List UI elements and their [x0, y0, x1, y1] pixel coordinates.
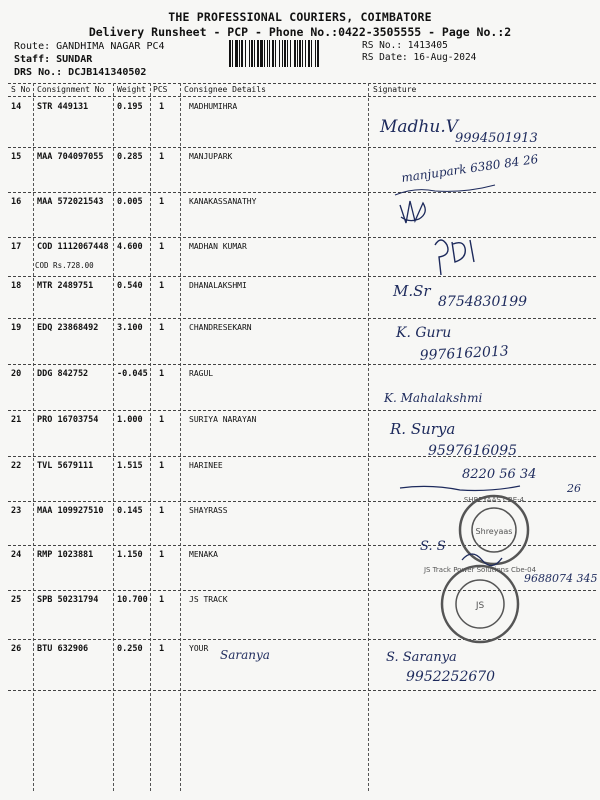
stamp-outer-ring — [460, 496, 528, 564]
row-divider — [8, 545, 596, 546]
row-consignment-no: EDQ 23868492 — [37, 323, 99, 333]
row-pcs: 1 — [159, 595, 165, 605]
row-consignee: RAGUL — [189, 369, 214, 378]
row-pcs: 1 — [159, 415, 165, 425]
company-stamp-2 — [423, 566, 537, 642]
row-consignee: MADHUMIHRA — [189, 102, 238, 111]
rs-date: RS Date: 16-Aug-2024 — [362, 52, 477, 63]
row-consignee: SHAYRASS — [189, 506, 228, 515]
row-consignment-no: DDG 842752 — [37, 369, 89, 379]
signature-text: Madhu.V — [380, 117, 459, 137]
row-divider — [8, 501, 596, 502]
barcode — [229, 40, 355, 67]
signature-row-16 — [400, 201, 425, 223]
rs-number: RS No.: 1413405 — [362, 40, 448, 51]
signature-row-20 — [383, 391, 482, 405]
row-sno: 22 — [11, 461, 22, 471]
row-divider — [8, 192, 596, 193]
signature-row-15 — [395, 152, 540, 195]
row-consignment-no: SPB 50231794 — [37, 595, 99, 605]
phone-handwritten: 9952252670 — [406, 669, 496, 685]
row-weight: -0.045 — [117, 369, 148, 379]
signature-text: K. Mahalakshmi — [384, 391, 483, 405]
row-pcs: 1 — [159, 152, 165, 162]
stamp-text: JS Track Power Solutions Cbe-04 — [423, 566, 537, 574]
table-header-rule — [8, 96, 596, 97]
signature-row-26 — [220, 648, 495, 685]
signature-row-22 — [400, 467, 581, 495]
row-divider — [8, 456, 596, 457]
row-pcs: 1 — [159, 369, 165, 379]
row-consignment-no: PRO 16703754 — [37, 415, 99, 425]
row-sno: 14 — [11, 102, 22, 112]
row-sno: 20 — [11, 369, 22, 379]
row-pcs: 1 — [159, 506, 165, 516]
row-pcs: 1 — [159, 461, 165, 471]
row-pcs: 1 — [159, 102, 165, 112]
stamp-text: SHREYAAS CBE-4 — [463, 496, 525, 504]
row-divider — [8, 147, 596, 148]
row-consignment-no: MAA 704097055 — [37, 152, 104, 162]
row-sno: 16 — [11, 197, 22, 207]
row-consignee: SURIYA NARAYAN — [189, 415, 257, 424]
row-consignment-no: MTR 2489751 — [37, 281, 94, 291]
signature-text: R. Surya — [390, 420, 456, 438]
row-divider — [8, 590, 596, 591]
col-divider — [113, 83, 114, 791]
row-consignee: MADHAN KUMAR — [189, 242, 247, 251]
stamp-inner-ring — [456, 580, 504, 628]
row-weight: 0.005 — [117, 197, 143, 207]
signature-row-19 — [395, 325, 509, 364]
row-weight: 3.100 — [117, 323, 143, 333]
signature-stroke — [435, 240, 474, 275]
row-divider — [8, 276, 596, 277]
phone-handwritten: 8220 56 34 — [462, 467, 537, 482]
row-divider — [8, 639, 596, 640]
signature-stroke — [462, 554, 502, 566]
row-consignment-no: COD 1112067448 — [37, 242, 109, 252]
row-weight: 0.540 — [117, 281, 143, 291]
phone-handwritten: 8754830199 — [438, 294, 528, 310]
drs-number: DRS No.: DCJB141340502 — [14, 67, 147, 78]
row-pcs: 1 — [159, 197, 165, 207]
col-divider — [180, 83, 181, 791]
phone-handwritten: 9976162013 — [419, 343, 510, 364]
row-divider — [8, 318, 596, 319]
stamp-text: JS — [475, 601, 485, 611]
row-consignee: YOUR — [189, 644, 209, 653]
row-weight: 4.600 — [117, 242, 143, 252]
row-weight: 0.285 — [117, 152, 143, 162]
signature-stroke — [400, 486, 520, 491]
row-weight: 1.150 — [117, 550, 143, 560]
stamp-outer-ring — [442, 566, 518, 642]
row-weight: 1.515 — [117, 461, 143, 471]
col-consignment: Consignment No — [37, 85, 105, 94]
row-sno: 26 — [11, 644, 22, 654]
signature-text: S. S — [420, 539, 446, 554]
signature-stroke — [400, 201, 425, 223]
table-top-rule — [8, 83, 596, 84]
row-weight: 0.195 — [117, 102, 143, 112]
signature-text: S. Saranya — [386, 650, 457, 665]
row-sno: 19 — [11, 323, 22, 333]
stamp-text: Shreyaas — [475, 527, 513, 536]
col-consignee: Consignee Details — [184, 85, 266, 94]
row-sno: 25 — [11, 595, 22, 605]
row-pcs: 1 — [159, 644, 165, 654]
col-divider — [368, 83, 369, 791]
row-sno: 17 — [11, 242, 22, 252]
cod-amount: COD Rs.728.00 — [35, 261, 94, 270]
signature-text: M.Sr — [393, 282, 431, 300]
row-divider — [8, 410, 596, 411]
col-signature: Signature — [373, 85, 417, 94]
staff-label: Staff: SUNDAR — [14, 54, 93, 65]
row-consignee: MENAKA — [189, 550, 218, 559]
col-sno: S No — [11, 85, 31, 94]
row-consignment-no: STR 449131 — [37, 102, 89, 112]
runsheet-subtitle: Delivery Runsheet - PCP - Phone No.:0422-3505555 - Page No.:2 — [88, 25, 512, 39]
row-weight: 10.700 — [117, 595, 148, 605]
signature-row-21 — [389, 420, 517, 459]
row-sno: 21 — [11, 415, 22, 425]
row-weight: 1.000 — [117, 415, 143, 425]
phone-handwritten: 9688074 345 — [524, 572, 598, 585]
row-divider — [8, 237, 596, 238]
row-consignment-no: TVL 5679111 — [37, 461, 94, 471]
row-consignee: HARINEE — [189, 461, 223, 470]
row-sno: 15 — [11, 152, 22, 162]
row-divider — [8, 690, 596, 691]
col-divider — [33, 83, 34, 791]
signature-row-18 — [392, 282, 527, 310]
company-stamp-1 — [460, 496, 528, 564]
phone-handwritten: 26 — [567, 482, 581, 495]
company-title: THE PROFESSIONAL COURIERS, COIMBATORE — [168, 10, 432, 24]
col-divider — [150, 83, 151, 791]
signature-text: manjupark 6380 84 26 — [400, 151, 540, 185]
route-label: Route: GANDHIMA NAGAR PC4 — [14, 41, 165, 52]
col-weight: Weight — [117, 85, 146, 94]
row-weight: 0.145 — [117, 506, 143, 516]
row-pcs: 1 — [159, 550, 165, 560]
row-consignee: CHANDRESEKARN — [189, 323, 252, 332]
signature-stroke — [395, 185, 495, 195]
row-consignee: KANAKASSANATHY — [189, 197, 257, 206]
row-consignment-no: MAA 109927510 — [37, 506, 104, 516]
row-consignee: DHANALAKSHMI — [189, 281, 247, 290]
row-sno: 23 — [11, 506, 22, 516]
signature-row-14 — [379, 117, 538, 146]
row-sno: 18 — [11, 281, 22, 291]
row-consignment-no: MAA 572021543 — [37, 197, 104, 207]
col-pcs: PCS — [153, 85, 168, 94]
phone-handwritten: 9597616095 — [428, 443, 518, 459]
row-pcs: 1 — [159, 323, 165, 333]
phone-handwritten: 9994501913 — [455, 131, 538, 146]
row-consignment-no: RMP 1023881 — [37, 550, 94, 560]
row-sno: 24 — [11, 550, 22, 560]
row-divider — [8, 364, 596, 365]
row-pcs: 1 — [159, 281, 165, 291]
row-consignee: MANJUPARK — [189, 152, 233, 161]
row-consignment-no: BTU 632906 — [37, 644, 89, 654]
row-consignee: JS TRACK — [189, 595, 228, 604]
signature-text: K. Guru — [396, 325, 452, 341]
signature-row-17 — [435, 240, 474, 275]
row-pcs: 1 — [159, 242, 165, 252]
signature-text: Saranya — [220, 648, 270, 662]
row-weight: 0.250 — [117, 644, 143, 654]
